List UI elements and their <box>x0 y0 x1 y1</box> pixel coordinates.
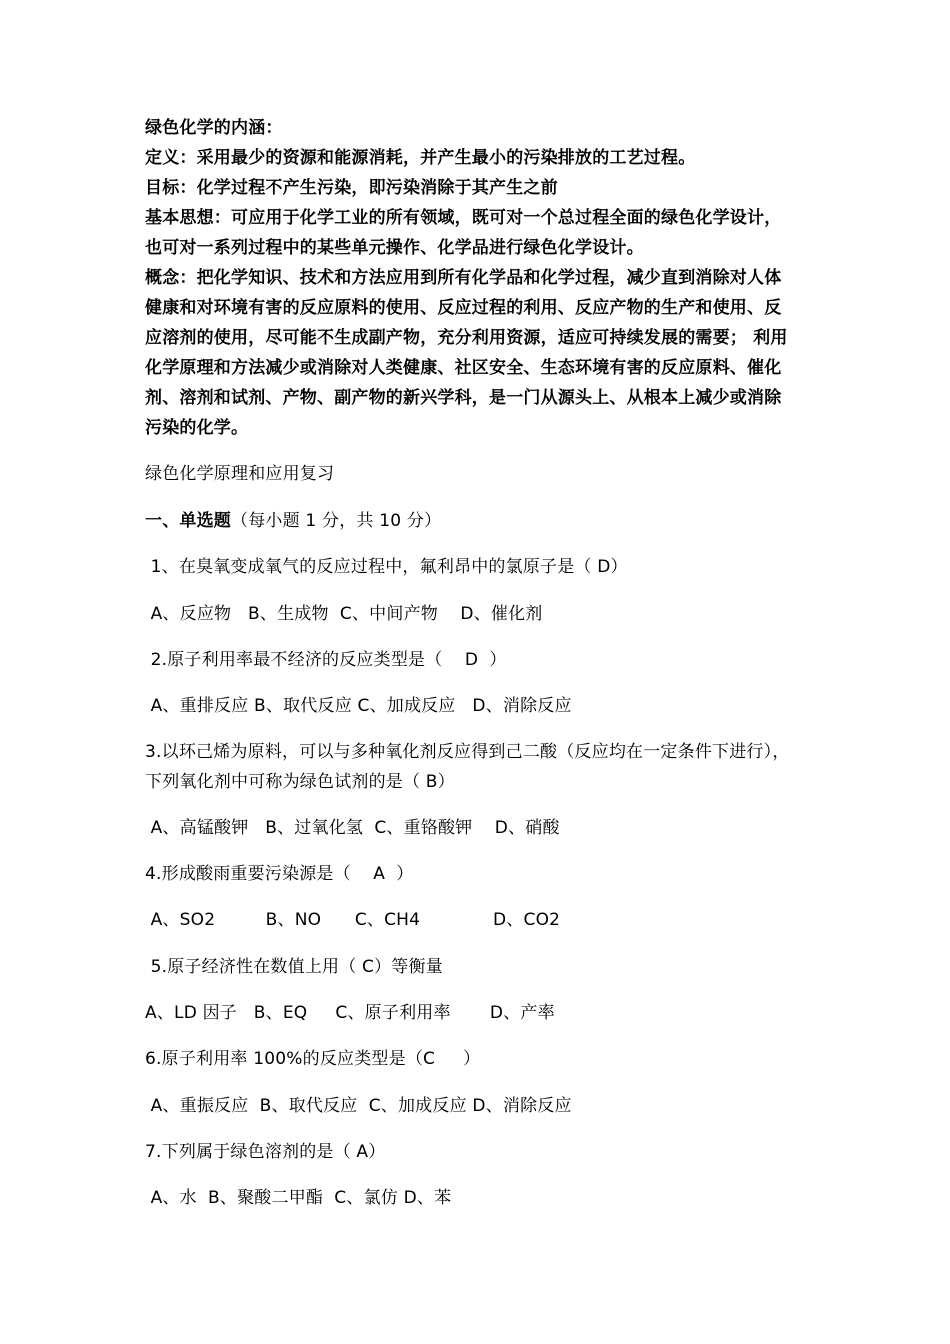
intro-concept-line4: 化学原理和方法减少或消除对人类健康、社区安全、生态环境有害的反应原料、催化 <box>145 358 782 378</box>
answer-options-4: A、SO2 B、NO C、CH4 D、CO2 <box>145 910 561 930</box>
question-1: 1、在臭氧变成氧气的反应过程中，氟利昂中的氯原子是（ D） <box>145 557 628 577</box>
intro-idea-line1: 基本思想：可应用于化学工业的所有领域，既可对一个总过程全面的绿色化学设计， <box>145 208 782 228</box>
section-title-label: 一、单选题 <box>145 511 231 531</box>
question-7: 7.下列属于绿色溶剂的是（ A） <box>145 1142 386 1162</box>
answer-options-5: A、LD 因子 B、EQ C、原子利用率 D、产率 <box>145 1003 555 1023</box>
question-4: 4.形成酸雨重要污染源是（ A ） <box>145 864 414 884</box>
answer-options-6: A、重振反应 B、取代反应 C、加成反应 D、消除反应 <box>145 1096 572 1116</box>
question-5: 5.原子经济性在数值上用（ C）等衡量 <box>145 957 443 977</box>
review-title: 绿色化学原理和应用复习 <box>145 464 335 484</box>
intro-concept-line6: 污染的化学。 <box>145 418 249 438</box>
answer-options-7: A、水 B、聚酸二甲酯 C、氯仿 D、苯 <box>145 1188 452 1208</box>
intro-definition: 定义：采用最少的资源和能源消耗，并产生最小的污染排放的工艺过程。 <box>145 148 696 168</box>
intro-concept-line5: 剂、溶剂和试剂、产物、副产物的新兴学科，是一门从源头上、从根本上减少或消除 <box>145 388 782 408</box>
answer-options-3: A、高锰酸钾 B、过氧化氢 C、重铬酸钾 D、硝酸 <box>145 818 560 838</box>
section-title-note: （每小题 1 分，共 10 分） <box>231 511 442 531</box>
answer-options-2: A、重排反应 B、取代反应 C、加成反应 D、消除反应 <box>145 696 572 716</box>
question-2: 2.原子利用率最不经济的反应类型是（ D ） <box>145 650 507 670</box>
question-3-line1: 3.以环己烯为原料，可以与多种氧化剂反应得到己二酸（反应均在一定条件下进行）， <box>145 742 790 762</box>
question-3-line2: 下列氧化剂中可称为绿色试剂的是（ B） <box>145 772 455 792</box>
intro-concept-line2: 健康和对环境有害的反应原料的使用、反应过程的利用、反应产物的生产和使用、反 <box>145 298 782 318</box>
answer-options-1: A、反应物 B、生成物 C、中间产物 D、催化剂 <box>145 604 543 624</box>
intro-concept-line1: 概念：把化学知识、技术和方法应用到所有化学品和化学过程，减少直到消除对人体 <box>145 268 782 288</box>
intro-heading: 绿色化学的内涵： <box>145 118 283 138</box>
question-6: 6.原子利用率 100%的反应类型是（C ） <box>145 1049 481 1069</box>
intro-idea-line2: 也可对一系列过程中的某些单元操作、化学品进行绿色化学设计。 <box>145 238 644 258</box>
section-title <box>145 509 441 533</box>
intro-concept-line3: 应溶剂的使用，尽可能不生成副产物，充分利用资源，适应可持续发展的需要； 利用 <box>145 328 788 348</box>
intro-goal: 目标：化学过程不产生污染，即污染消除于其产生之前 <box>145 178 558 198</box>
